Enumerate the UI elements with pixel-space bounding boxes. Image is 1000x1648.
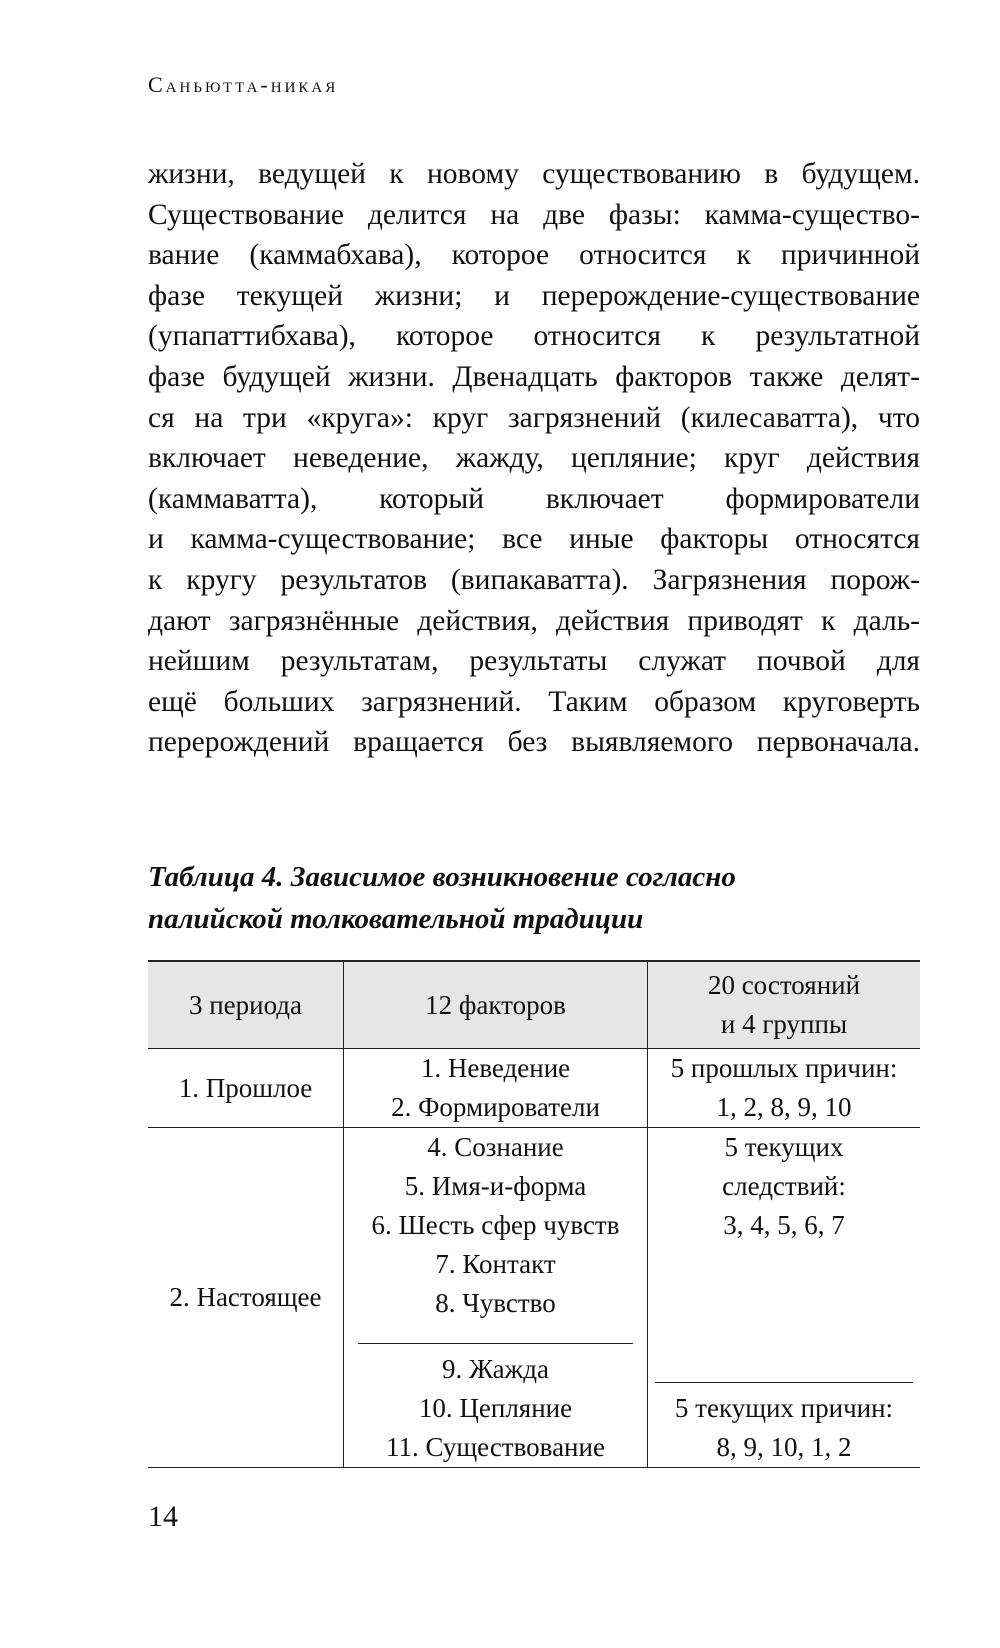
paragraph-line: (каммаватта), который включает формирователи [148,482,920,515]
states-present [648,1128,921,1468]
spacer [648,1245,920,1362]
period-present: 2. Настоящее [148,1128,344,1468]
paragraph-line: и камма-существование; все иные факторы относятся [148,523,920,556]
factor-item: 2. Формирователи [391,1092,600,1122]
factor-item: 11. Существование [386,1432,605,1462]
factor-item: 9. Жажда [442,1354,549,1384]
factor-item: 5. Имя-и-форма [404,1171,587,1201]
factor-item: 6. Шесть сфер чувств [371,1210,620,1240]
group-divider [358,1343,633,1344]
header-states-line: 20 состояний [707,970,861,1000]
paragraph-line: (упапаттибхава), которое относится к результатной [148,320,920,353]
states-past [648,1049,921,1128]
table-row-past [148,1049,920,1128]
paragraph-line: Существование делится на две фазы: камма-существо- [148,198,920,231]
state-item: 5 текущих причин: [674,1393,894,1423]
factors-present [344,1128,648,1468]
period-past: 1. Прошлое [148,1049,344,1128]
dependent-origination-table [148,960,920,1468]
page-number: 14 [148,1500,178,1533]
group-divider [655,1382,913,1383]
paragraph-line: ещё больших загрязнений. Таким образом круговерть [148,685,920,718]
state-item: 3, 4, 5, 6, 7 [723,1210,845,1240]
paragraph-line: включает неведение, жажду, цепляние; круг действия [148,442,920,475]
paragraph-line: перерождений вращается без выявляемого первоначала. [148,726,920,759]
paragraph-line: нейшим результатам, результаты служат почвой для [148,645,920,678]
factor-item: 4. Сознание [427,1132,564,1162]
table-row-present [148,1128,920,1468]
paragraph-line: вание (каммабхава), которое относится к причинной [148,239,920,272]
header-periods: 3 периода [148,961,344,1049]
table-caption-line: палийской толковательной традиции [148,903,644,935]
state-item: 8, 9, 10, 1, 2 [716,1432,852,1462]
header-states [648,961,921,1049]
state-item: 5 текущих [724,1132,844,1162]
running-head: Саньютта-никая [148,72,339,97]
table-caption [148,856,920,940]
header-states-line: и 4 группы [720,1009,848,1039]
paragraph-line: ся на три «круга»: круг загрязнений (килесаватта), что [148,401,920,434]
factor-item: 8. Чувство [435,1288,556,1318]
body-paragraph [148,154,920,763]
factor-item: 7. Контакт [435,1249,556,1279]
table-caption-line: Таблица 4. Зависимое возникновение согласно [148,861,736,893]
factor-item: 10. Цепляние [418,1393,573,1423]
paragraph-line: фазе будущей жизни. Двенадцать факторов также делят- [148,360,920,393]
state-item: следствий: [722,1171,846,1201]
paragraph-line: к кругу результатов (випакаватта). Загрязнения порож- [148,563,920,596]
table-header-row [148,961,920,1049]
paragraph-line: дают загрязнённые действия, действия приводят к даль- [148,604,920,637]
factors-past [344,1049,648,1128]
paragraph-line: жизни, ведущей к новому существованию в будущем. [148,158,920,190]
state-item: 5 прошлых причин: [670,1053,898,1083]
state-item: 1, 2, 8, 9, 10 [716,1092,852,1122]
paragraph-line: фазе текущей жизни; и перерождение-существование [148,279,920,312]
header-factors: 12 факторов [344,961,648,1049]
factor-item: 1. Неведение [420,1053,571,1083]
